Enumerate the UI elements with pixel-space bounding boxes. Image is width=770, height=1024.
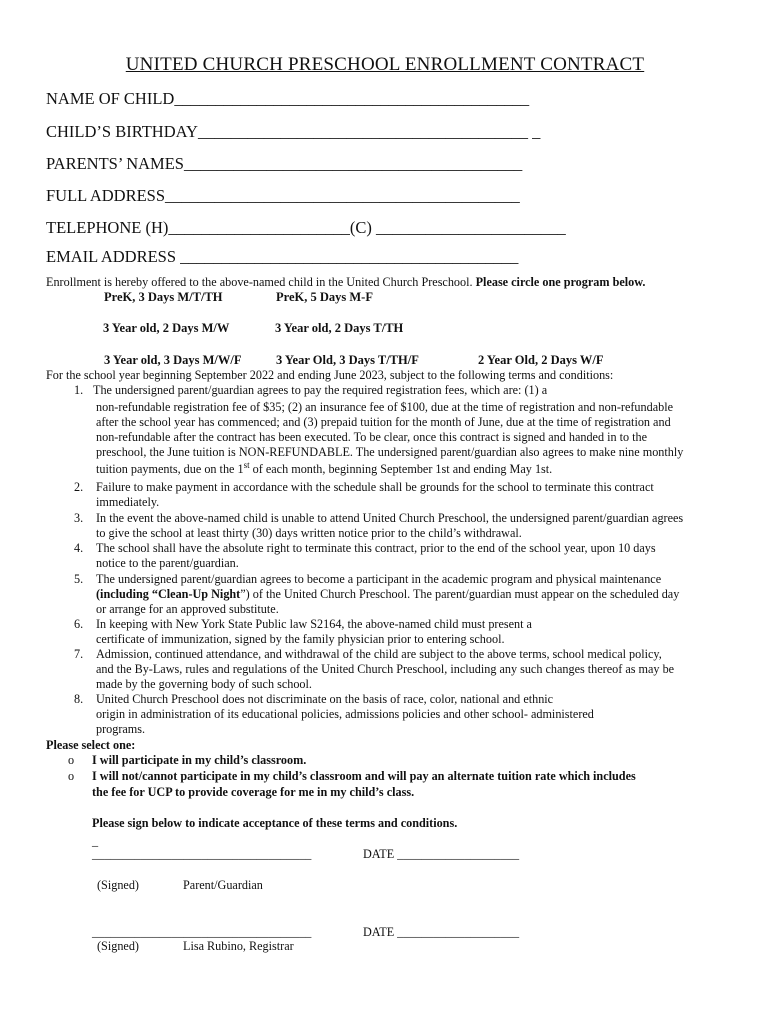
term-5-line: or arrange for an approved substitute. <box>96 602 279 616</box>
term-5-line: The undersigned parent/guardian agrees to become a participant in the academic program and physical maintenance <box>96 572 662 586</box>
program-prek-3-days[interactable]: PreK, 3 Days M/T/TH <box>104 290 223 304</box>
term-7-line: and the By-Laws, rules and regulations of the United Church Preschool, including any such changes thereof as may be <box>96 662 675 676</box>
school-year-statement: For the school year beginning September 2022 and ending June 2023, subject to the following terms and conditions: <box>46 368 614 382</box>
option-1-bullet[interactable]: o <box>68 753 75 767</box>
term-2-line: immediately. <box>96 495 160 509</box>
parent-signature-line[interactable]: ____________________________________ <box>92 847 312 861</box>
parents-names-field[interactable]: PARENTS’ NAMES_________________________________________ <box>46 154 523 173</box>
term-2-line: Failure to make payment in accordance with the schedule shall be grounds for the school to terminate this contract <box>96 480 654 494</box>
option-participate[interactable]: I will participate in my child’s classroom. <box>92 753 307 767</box>
option-not-participate-cont: the fee for UCP to provide coverage for me in my child’s class. <box>92 785 415 799</box>
sign-instruction: Please sign below to indicate acceptance of these terms and conditions. <box>92 816 458 830</box>
term-7-line: made by the governing body of such school. <box>96 677 312 691</box>
term-8-line: programs. <box>96 722 146 736</box>
term-4-line: The school shall have the absolute right to terminate this contract, prior to the end of the school year, upon 10 days <box>96 541 656 555</box>
term-1-line: non-refundable registration fee of $35; (2) an insurance fee of $100, due at the time of registration and non-refundable <box>96 400 673 414</box>
registrar-date-field[interactable]: DATE ____________________ <box>363 925 520 939</box>
childs-birthday-field[interactable]: CHILD’S BIRTHDAY________________________________________ _ <box>46 122 541 141</box>
term-1-line: non-refundable after the contract has been executed. To be clear, once this contract is signed and handed in to the <box>96 430 648 444</box>
term-1-line: The undersigned parent/guardian agrees to pay the required registration fees, which are: (1) a <box>93 383 548 397</box>
option-2-bullet[interactable]: o <box>68 769 75 783</box>
email-address-field[interactable]: EMAIL ADDRESS _________________________________________ <box>46 247 519 266</box>
term-5-line: (including “Clean-Up Night”) of the United Church Preschool. The parent/guardian must appear on the scheduled day <box>96 587 680 601</box>
term-3-line: In the event the above-named child is unable to attend United Church Preschool, the undersigned parent/guardian agrees <box>96 511 684 525</box>
term-7-line: Admission, continued attendance, and withdrawal of the child are subject to the above terms, school medical policy, <box>96 647 662 661</box>
term-number: 1. <box>74 383 84 397</box>
term-1-line: after the school year has commenced; and (3) prepaid tuition for the month of June, due at the time of registration and <box>96 415 671 429</box>
term-number: 4. <box>74 541 84 555</box>
term-8-line: United Church Preschool does not discriminate on the basis of race, color, national and ethnic <box>96 692 554 706</box>
term-number: 5. <box>74 572 84 586</box>
program-3yr-2-days-tth[interactable]: 3 Year old, 2 Days T/TH <box>275 321 404 335</box>
page-title: UNITED CHURCH PRESCHOOL ENROLLMENT CONTRACT <box>125 54 645 75</box>
term-1-line: tuition payments, due on the 1st of each month, beginning September 1st and ending May 1st. <box>96 460 553 477</box>
parent-guardian-label: Parent/Guardian <box>183 878 263 892</box>
name-of-child-field[interactable]: NAME OF CHILD___________________________________________ <box>46 89 530 108</box>
term-4-line: notice to the parent/guardian. <box>96 556 239 570</box>
enrollment-intro: Enrollment is hereby offered to the above-named child in the United Church Preschool. Please circle one program below. <box>46 275 646 289</box>
program-3yr-3-days-mwf[interactable]: 3 Year old, 3 Days M/W/F <box>104 353 242 367</box>
program-2yr-2-days-wf[interactable]: 2 Year Old, 2 Days W/F <box>478 353 604 367</box>
term-6-line: In keeping with New York State Public law S2164, the above-named child must present a <box>96 617 532 631</box>
term-3-line: to give the school at least thirty (30) days written notice prior to the child’s withdrawal. <box>96 526 522 540</box>
program-3yr-3-days-tthf[interactable]: 3 Year Old, 3 Days T/TH/F <box>276 353 419 367</box>
option-not-participate[interactable]: I will not/cannot participate in my child’s classroom and will pay an alternate tuition rate which includes <box>92 769 636 783</box>
term-number: 8. <box>74 692 84 706</box>
term-8-line: origin in administration of its educational policies, admissions policies and other school- administered <box>96 707 594 721</box>
signed-label: (Signed) <box>97 939 139 953</box>
term-number: 3. <box>74 511 84 525</box>
registrar-name: Lisa Rubino, Registrar <box>183 939 294 953</box>
term-6-line: certificate of immunization, signed by the family physician prior to entering school. <box>96 632 505 646</box>
program-3yr-2-days-mw[interactable]: 3 Year old, 2 Days M/W <box>103 321 230 335</box>
program-prek-5-days[interactable]: PreK, 5 Days M-F <box>276 290 373 304</box>
term-1-line: preschool, the June tuition is NON-REFUNDABLE. The undersigned parent/guardian also agrees to make nine monthly <box>96 445 684 459</box>
signed-label: (Signed) <box>97 878 139 892</box>
term-number: 7. <box>74 647 84 661</box>
signature-dash: _ <box>92 834 99 848</box>
telephone-field[interactable]: TELEPHONE (H)______________________(C) _______________________ <box>46 218 566 237</box>
select-heading: Please select one: <box>46 738 136 752</box>
full-address-field[interactable]: FULL ADDRESS___________________________________________ <box>46 186 520 205</box>
parent-date-field[interactable]: DATE ____________________ <box>363 847 520 861</box>
term-number: 2. <box>74 480 84 494</box>
term-number: 6. <box>74 617 84 631</box>
registrar-signature-line[interactable]: ____________________________________ <box>92 925 312 939</box>
